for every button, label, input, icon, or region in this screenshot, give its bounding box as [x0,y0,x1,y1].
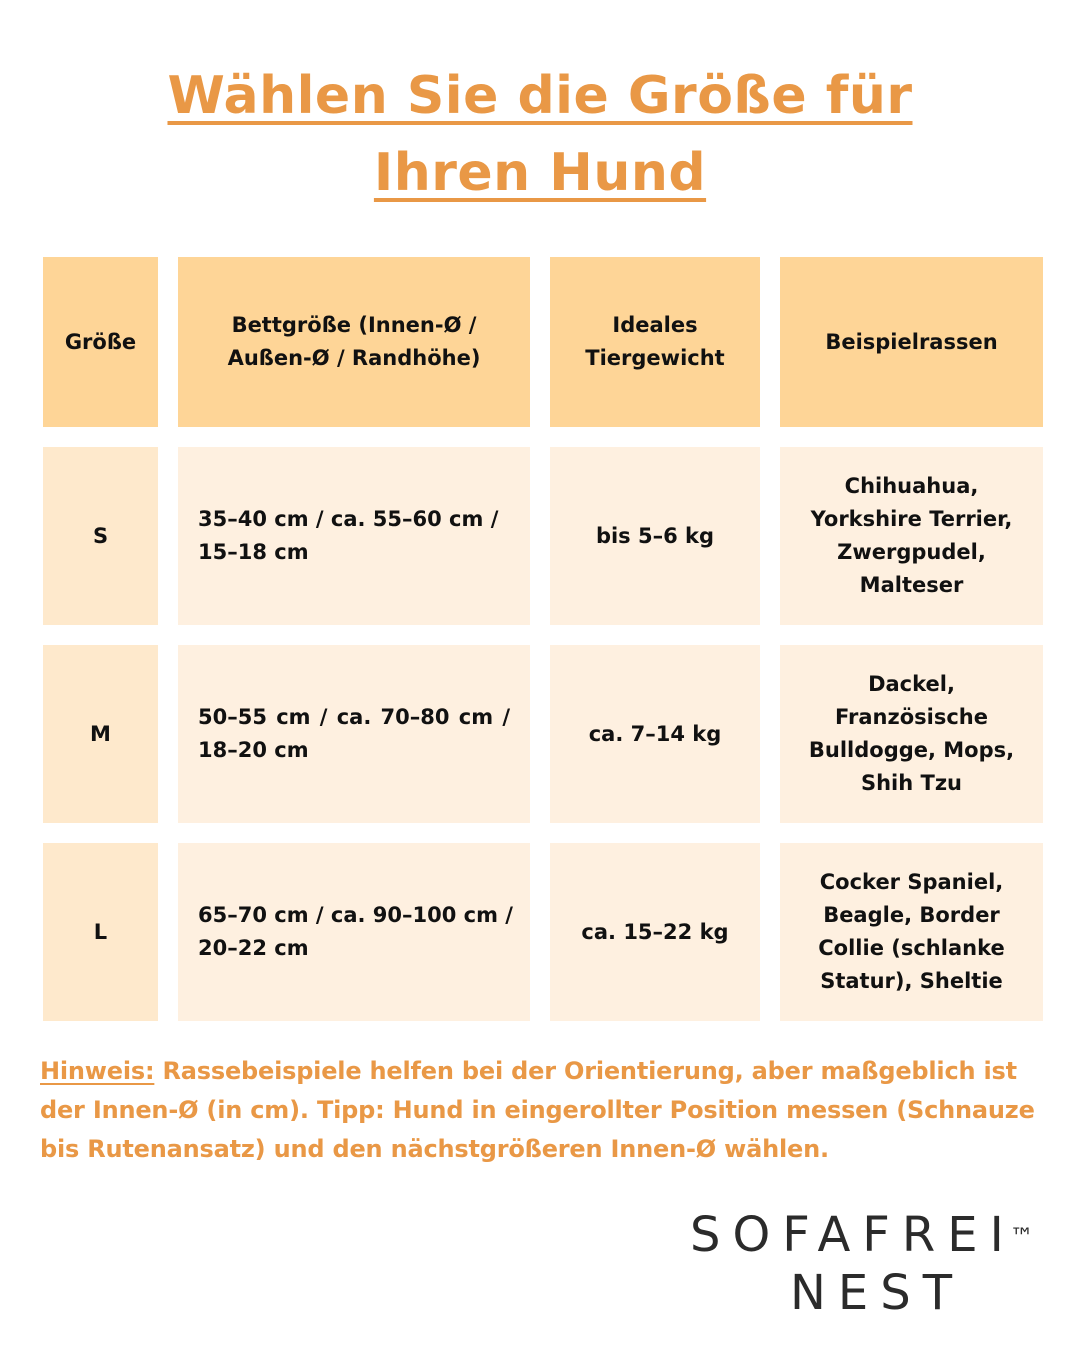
row-l-weight: ca. 15–22 kg [550,843,760,1021]
title-line-2: Ihren Hund [373,143,707,203]
row-m-size: M [43,645,158,823]
header-bed-size [178,257,530,427]
row-s-bed-size: 35–40 cm / ca. 55–60 cm / 15–18 cm [178,447,530,625]
brand-logo [690,1206,1034,1322]
header-example-breeds: Beispielrassen [780,257,1043,427]
header-ideal-weight-label: Ideales Tiergewicht [585,313,725,370]
brand-name: SOFAFREI [690,1207,1016,1263]
sizing-note [40,1052,1050,1169]
size-table [43,257,1043,1021]
brand-line-2: NEST [790,1265,965,1321]
header-size: Größe [43,257,158,427]
row-l-bed-size: 65–70 cm / ca. 90–100 cm / 20–22 cm [178,843,530,1021]
row-m-weight: ca. 7–14 kg [550,645,760,823]
header-bed-size-label: Bettgröße (Innen-Ø / Außen-Ø / Randhöhe) [227,313,481,370]
note-label: Hinweis: [40,1057,155,1085]
header-ideal-weight [550,257,760,427]
row-s-breeds: Chihuahua, Yorkshire Terrier, Zwergpudel, Malteser [780,447,1043,625]
row-s-weight: bis 5–6 kg [550,447,760,625]
row-s-size: S [43,447,158,625]
row-m-bed-size: 50–55 cm / ca. 70–80 cm / 18–20 cm [178,645,530,823]
page-title [0,58,1080,212]
note-text: Rassebeispiele helfen bei der Orientierung, aber maßgeblich ist der Innen-Ø (in cm). Tipp: Hund in eingerollter Position messen (Schnauze bis Rutenansatz) und den nächstgrößeren Innen-Ø wählen. [40,1057,1035,1163]
row-m-breeds: Dackel, Französische Bulldogge, Mops, Shih Tzu [780,645,1043,823]
row-l-size: L [43,843,158,1021]
row-l-breeds: Cocker Spaniel, Beagle, Border Collie (schlanke Statur), Sheltie [780,843,1043,1021]
title-line-1: Wählen Sie die Größe für [167,66,913,126]
trademark-symbol: ™ [1009,1223,1034,1251]
brand-line-1 [690,1206,1034,1264]
